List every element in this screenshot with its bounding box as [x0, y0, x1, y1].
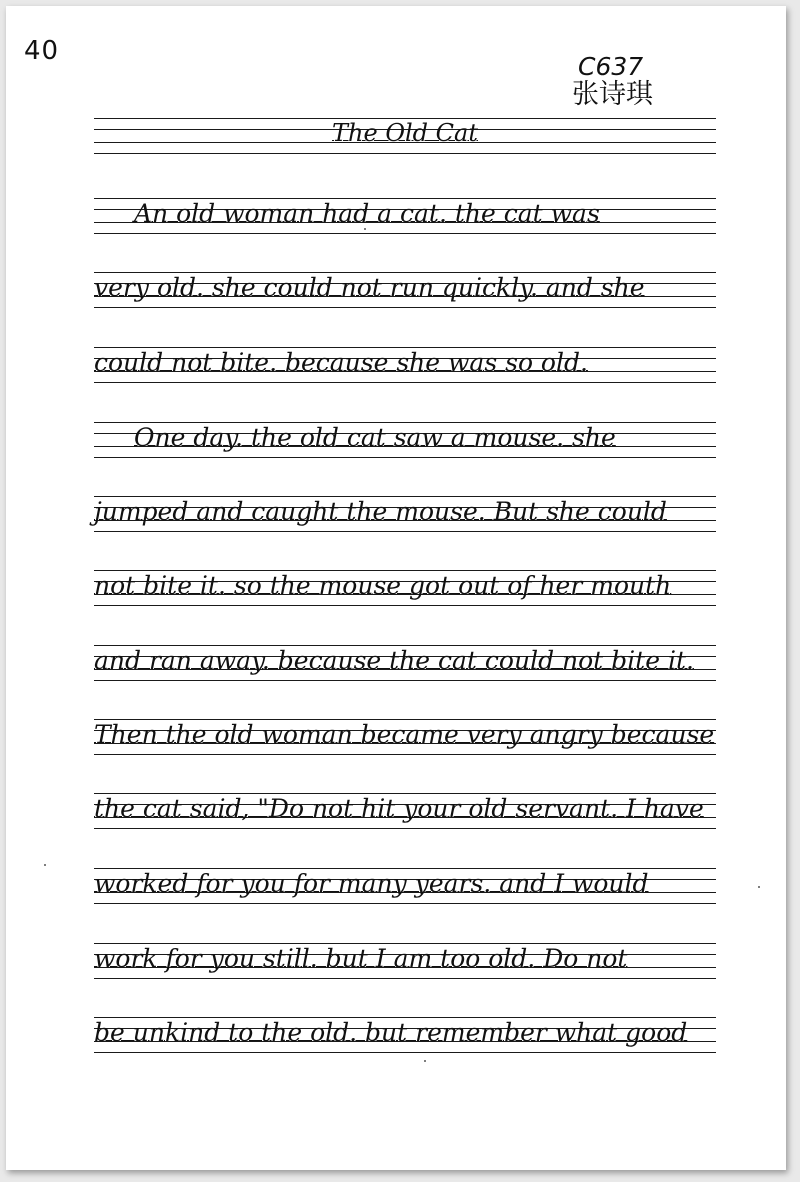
handwritten-line: jumped and caught the mouse. But she could	[94, 497, 667, 526]
four-line-writing-area	[94, 6, 716, 1170]
handwritten-line: the cat said, "Do not hit your old servant. I have	[94, 794, 704, 823]
handwritten-line: One day. the old cat saw a mouse. she	[134, 423, 616, 452]
paper-speck	[364, 228, 366, 230]
writing-row	[94, 1017, 716, 1055]
handwritten-line: An old woman had a cat. the cat was	[134, 199, 600, 228]
page-number: 40	[24, 36, 60, 66]
handwritten-line: not bite it. so the mouse got out of her mouth	[94, 571, 672, 600]
writing-row	[94, 496, 716, 534]
writing-row	[94, 422, 716, 460]
handwritten-line: and ran away. because the cat could not bite it.	[94, 646, 694, 675]
handwritten-line: very old. she could not run quickly. and she	[94, 273, 645, 302]
paper-speck	[758, 886, 760, 888]
essay-title: The Old Cat	[332, 119, 478, 147]
paper-speck	[44, 864, 46, 866]
writing-row	[94, 943, 716, 981]
paper-speck	[424, 1060, 426, 1062]
writing-row	[94, 645, 716, 683]
student-code: C637	[578, 52, 644, 81]
writing-row	[94, 868, 716, 906]
writing-row	[94, 347, 716, 385]
handwriting-sheet	[6, 6, 786, 1170]
handwritten-line: be unkind to the old. but remember what good	[94, 1018, 688, 1047]
student-name: 张诗琪	[572, 79, 653, 110]
writing-row	[94, 198, 716, 236]
writing-row-title	[94, 118, 716, 156]
writing-row	[94, 570, 716, 608]
handwritten-line: could not bite. because she was so old.	[94, 348, 588, 377]
writing-row	[94, 793, 716, 831]
handwritten-line: Then the old woman became very angry because	[94, 720, 715, 749]
handwritten-line: worked for you for many years. and I would	[94, 869, 649, 898]
writing-row	[94, 272, 716, 310]
handwritten-line: work for you still. but I am too old. Do not	[94, 944, 628, 973]
writing-row	[94, 719, 716, 757]
